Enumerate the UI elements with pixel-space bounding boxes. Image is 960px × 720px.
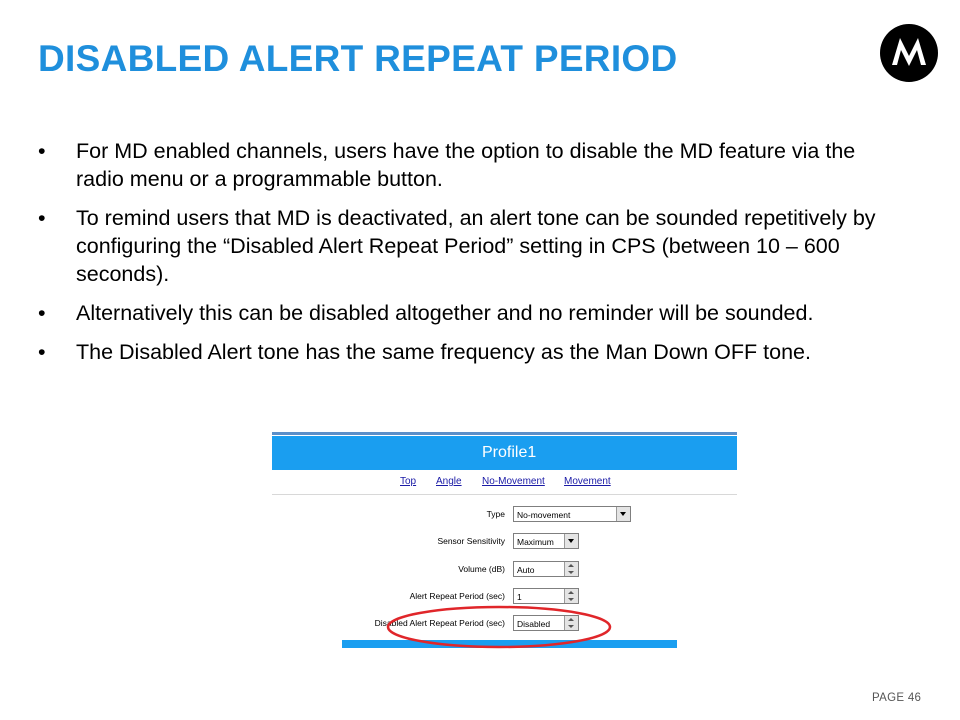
repeat-spinner[interactable]: [513, 588, 579, 604]
bullet-text: To remind users that MD is deactivated, an alert tone can be sounded repetitively by configuring the “Disabled Alert Repeat Period” setting in CPS (between 10 – 600 seconds).: [76, 206, 876, 286]
highlight-ellipse: [385, 604, 613, 650]
volume-spinner[interactable]: [513, 561, 579, 577]
bullet-dot: •: [38, 206, 46, 230]
separator: [272, 494, 737, 495]
slide-title: DISABLED ALERT REPEAT PERIOD: [38, 38, 678, 79]
motorola-logo: [880, 24, 938, 82]
bullet-list: [38, 137, 888, 377]
page-footer: [872, 692, 921, 704]
sensitivity-select[interactable]: [513, 533, 579, 549]
disabled-repeat-value: Disabled: [517, 619, 551, 629]
profile-title: Profile1: [482, 444, 537, 461]
bullet-dot: •: [38, 301, 46, 325]
sensitivity-value: Maximum: [517, 537, 554, 547]
link-movement[interactable]: Movement: [564, 476, 611, 487]
volume-value: Auto: [517, 565, 535, 575]
chevron-down-icon[interactable]: [564, 534, 578, 548]
type-label: Type: [486, 509, 505, 519]
repeat-label: Alert Repeat Period (sec): [409, 591, 505, 601]
bullet-item: [38, 338, 888, 366]
profile-header: [272, 436, 737, 470]
sensitivity-label: Sensor Sensitivity: [437, 536, 505, 546]
repeat-value: 1: [517, 592, 522, 602]
bullet-text: Alternatively this can be disabled altogether and no reminder will be sounded.: [76, 301, 814, 325]
link-angle[interactable]: Angle: [436, 476, 462, 487]
bullet-item: [38, 204, 888, 288]
profile-links: [272, 474, 737, 492]
disabled-repeat-label: Disabled Alert Repeat Period (sec): [374, 618, 505, 628]
bullet-item: [38, 137, 888, 193]
link-no-movement[interactable]: No-Movement: [482, 476, 545, 487]
spinner-arrows-icon[interactable]: [564, 562, 578, 576]
screenshot-top-border: [272, 432, 737, 435]
bullet-text: For MD enabled channels, users have the option to disable the MD feature via the radio menu or a programmable button.: [76, 139, 856, 191]
volume-label: Volume (dB): [458, 564, 505, 574]
bullet-text: The Disabled Alert tone has the same frequency as the Man Down OFF tone.: [76, 340, 811, 364]
bullet-item: [38, 299, 888, 327]
page-label: PAGE: [872, 692, 905, 704]
page-number: 46: [907, 692, 922, 704]
type-value: No-movement: [517, 510, 571, 520]
bullet-dot: •: [38, 340, 46, 364]
type-select[interactable]: [513, 506, 631, 522]
chevron-down-icon[interactable]: [616, 507, 630, 521]
bullet-dot: •: [38, 139, 46, 163]
spinner-arrows-icon[interactable]: [564, 589, 578, 603]
link-top[interactable]: Top: [400, 476, 417, 487]
